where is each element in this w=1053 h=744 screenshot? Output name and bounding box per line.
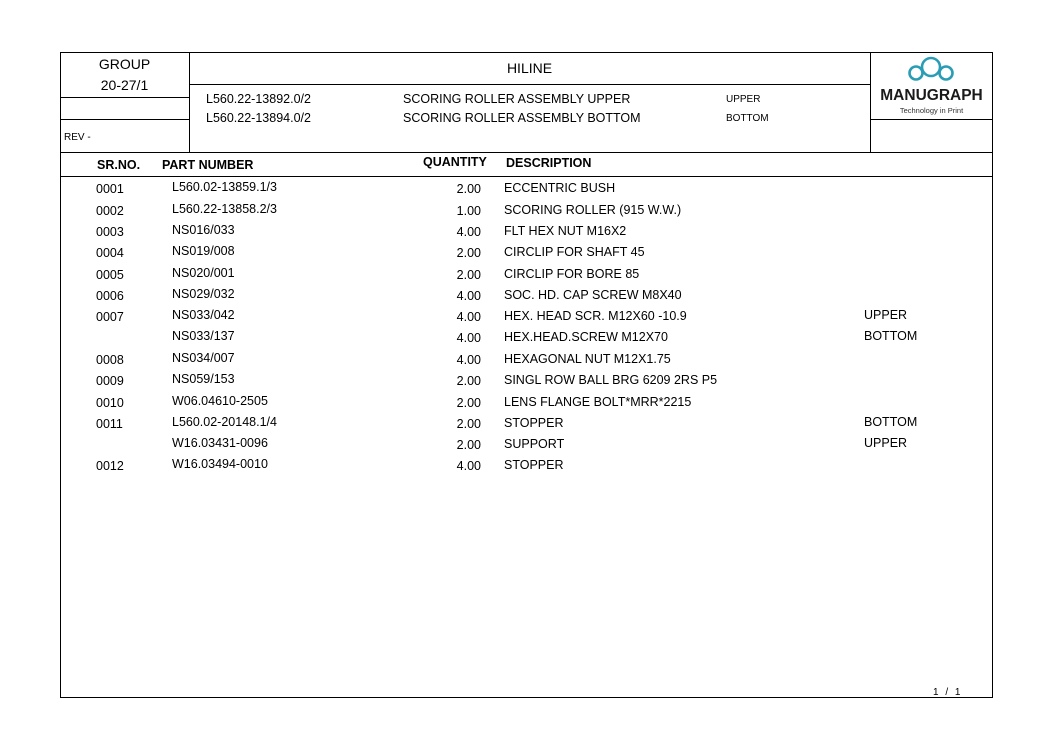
assembly-description: SCORING ROLLER ASSEMBLY UPPER	[403, 92, 631, 106]
logo-tagline: Technology in Print	[899, 106, 964, 115]
column-header-part-number: PART NUMBER	[162, 158, 254, 172]
row-description: SUPPORT	[504, 437, 565, 451]
row-description: CIRCLIP FOR SHAFT 45	[504, 245, 645, 259]
divider-columns-bottom	[60, 176, 993, 177]
group-code: 20-27/1	[100, 77, 149, 93]
row-part-number: W06.04610-2505	[172, 394, 268, 408]
row-description: SOC. HD. CAP SCREW M8X40	[504, 288, 682, 302]
row-quantity: 2.00	[456, 438, 481, 452]
row-quantity: 2.00	[456, 417, 481, 431]
row-quantity: 2.00	[456, 374, 481, 388]
row-description: STOPPER	[504, 458, 564, 472]
assembly-description: SCORING ROLLER ASSEMBLY BOTTOM	[403, 111, 641, 125]
page-title: HILINE	[506, 60, 553, 76]
row-quantity: 4.00	[456, 225, 481, 239]
assembly-part-number: L560.22-13892.0/2	[206, 92, 311, 106]
row-quantity: 4.00	[456, 289, 481, 303]
row-part-number: NS016/033	[172, 223, 235, 237]
divider-logo-bottom	[870, 119, 993, 120]
row-description: HEX. HEAD SCR. M12X60 -10.9	[504, 309, 687, 323]
column-header-sr-no: SR.NO.	[97, 158, 141, 172]
row-sr-no: 0004	[96, 246, 124, 260]
row-note: BOTTOM	[864, 415, 918, 429]
group-label: GROUP	[98, 56, 151, 72]
row-description: HEX.HEAD.SCREW M12X70	[504, 330, 668, 344]
assembly-position: UPPER	[726, 94, 761, 105]
divider-title-bottom	[189, 84, 870, 85]
column-header-quantity: QUANTITY	[423, 155, 487, 169]
row-part-number: NS059/153	[172, 372, 235, 386]
row-part-number: NS020/001	[172, 266, 235, 280]
row-part-number: NS019/008	[172, 244, 235, 258]
row-description: SINGL ROW BALL BRG 6209 2RS P5	[504, 373, 718, 387]
row-sr-no: 0009	[96, 374, 124, 388]
row-part-number: L560.02-13859.1/3	[172, 180, 277, 194]
row-sr-no: 0008	[96, 353, 124, 367]
row-quantity: 1.00	[456, 204, 481, 218]
row-sr-no: 0012	[96, 459, 124, 473]
logo-rings-icon	[871, 53, 992, 87]
row-quantity: 4.00	[456, 310, 481, 324]
assembly-part-number: L560.22-13894.0/2	[206, 111, 311, 125]
row-description: CIRCLIP FOR BORE 85	[504, 267, 640, 281]
row-quantity: 4.00	[456, 331, 481, 345]
row-part-number: W16.03431-0096	[172, 436, 268, 450]
row-quantity: 2.00	[456, 182, 481, 196]
row-sr-no: 0003	[96, 225, 124, 239]
row-description: HEXAGONAL NUT M12X1.75	[504, 352, 671, 366]
row-part-number: NS033/137	[172, 329, 235, 343]
row-note: UPPER	[864, 308, 908, 322]
row-sr-no: 0001	[96, 182, 124, 196]
row-sr-no: 0011	[96, 417, 123, 431]
column-header-description: DESCRIPTION	[506, 156, 592, 170]
row-quantity: 4.00	[456, 353, 481, 367]
row-part-number: NS029/032	[172, 287, 235, 301]
assembly-position: BOTTOM	[726, 113, 769, 124]
row-sr-no: 0007	[96, 310, 124, 324]
row-description: STOPPER	[504, 416, 564, 430]
rev-label: REV -	[64, 132, 91, 143]
row-note: BOTTOM	[864, 329, 918, 343]
manugraph-logo	[871, 53, 992, 119]
divider-group-bottom	[60, 97, 189, 98]
divider-header-bottom	[60, 152, 993, 153]
row-sr-no: 0002	[96, 204, 124, 218]
row-part-number: NS033/042	[172, 308, 235, 322]
row-part-number: W16.03494-0010	[172, 457, 268, 471]
row-part-number: L560.22-13858.2/3	[172, 202, 277, 216]
row-description: FLT HEX NUT M16X2	[504, 224, 627, 238]
row-part-number: L560.02-20148.1/4	[172, 415, 277, 429]
row-description: LENS FLANGE BOLT*MRR*2215	[504, 395, 692, 409]
row-sr-no: 0005	[96, 268, 124, 282]
row-quantity: 2.00	[456, 396, 481, 410]
row-part-number: NS034/007	[172, 351, 235, 365]
row-note: UPPER	[864, 436, 908, 450]
row-description: SCORING ROLLER (915 W.W.)	[504, 203, 682, 217]
page-number: 1 / 1	[933, 687, 961, 698]
row-quantity: 2.00	[456, 268, 481, 282]
row-description: ECCENTRIC BUSH	[504, 181, 616, 195]
row-sr-no: 0006	[96, 289, 124, 303]
divider-rev-top	[60, 119, 189, 120]
row-quantity: 2.00	[456, 246, 481, 260]
logo-brand: MANUGRAPH	[880, 87, 983, 104]
row-quantity: 4.00	[456, 459, 481, 473]
row-sr-no: 0010	[96, 396, 124, 410]
